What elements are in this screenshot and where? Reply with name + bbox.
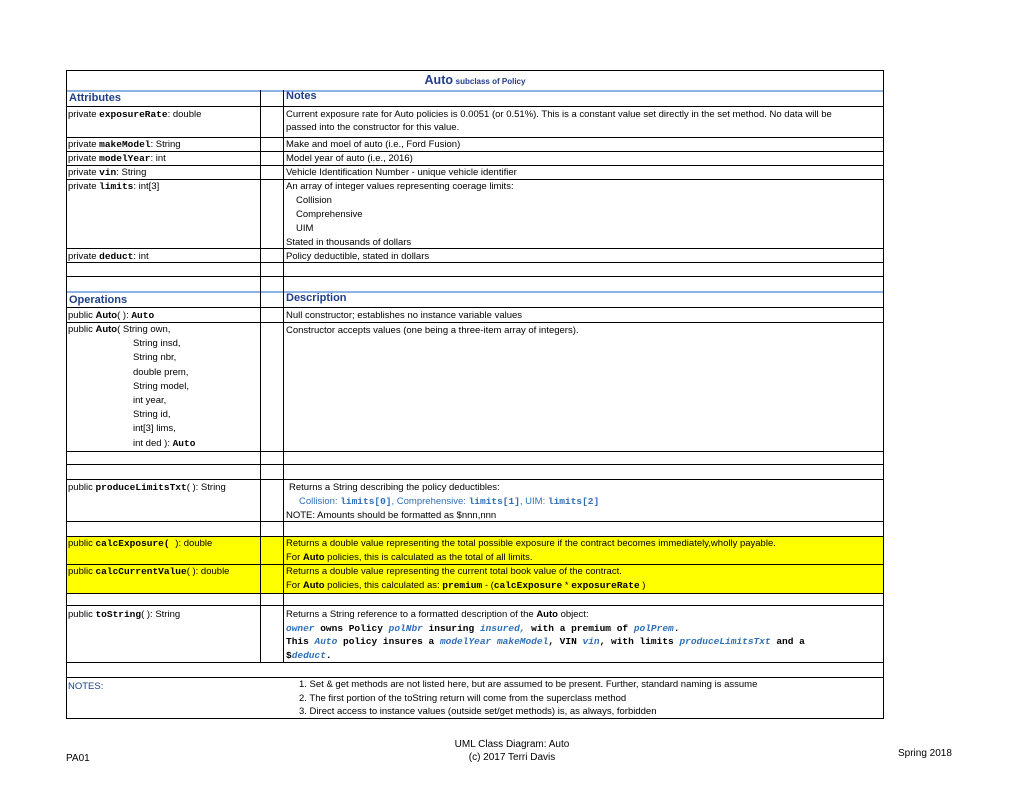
- attributes-header: Attributes: [69, 92, 121, 104]
- operation-full-constructor: public Auto( String own, String insd, String nbr, double prem, String model, int year, String id, int[3] lims, int ded ): Auto: [68, 324, 196, 449]
- attribute-vin: private vin: String: [68, 167, 147, 178]
- attribute-deduct: private deduct: int: [68, 251, 149, 262]
- desc-calc-exposure: Returns a double value representing the total possible exposure if the contract becomes immediately,wholly payable. For Auto policies, this is calculated as the total of all limits.: [286, 538, 776, 563]
- operation-null-constructor: public Auto( ): Auto: [68, 310, 155, 321]
- note-item: 1. Set & get methods are not listed here, but are assumed to be present. Further, standard naming is assume: [299, 679, 758, 690]
- desc-calc-current-value: Returns a double value representing the current total book value of the contract. For Auto policies, this calculated as: premium - (calcExposure * exposureRate ): [286, 566, 646, 591]
- class-name: Auto: [424, 73, 453, 87]
- notes-header: Notes: [286, 90, 317, 102]
- footer-copyright: (c) 2017 Terri Davis: [468, 752, 556, 763]
- operation-calc-current-value: public calcCurrentValue( ): double: [68, 566, 230, 577]
- note-vin: Vehicle Identification Number - unique vehicle identifier: [286, 167, 517, 178]
- footer-title: UML Class Diagram: Auto: [454, 739, 570, 750]
- note-deduct: Policy deductible, stated in dollars: [286, 251, 430, 262]
- attribute-exposure-rate: private exposureRate: double: [68, 109, 202, 120]
- operations-header: Operations: [69, 294, 128, 306]
- operation-produce-limits-txt: public produceLimitsTxt( ): String: [68, 482, 226, 493]
- note-make-model: Make and moel of auto (i.e., Ford Fusion): [286, 139, 461, 150]
- class-subtitle: subclass of Policy: [455, 77, 526, 86]
- desc-full-constructor: Constructor accepts values (one being a three-item array of integers).: [286, 325, 579, 336]
- desc-null-constructor: Null constructor; establishes no instance variable values: [286, 310, 523, 321]
- operation-to-string: public toString( ): String: [68, 609, 181, 620]
- operation-calc-exposure: public calcExposure( ): double: [68, 538, 213, 549]
- notes-label: NOTES:: [68, 681, 104, 692]
- note-item: 3. Direct access to instance values (outside set/get methods) is, as always, forbidden: [299, 706, 657, 717]
- footer-center: [0, 738, 1024, 764]
- desc-to-string: Returns a String reference to a formatted description of the Auto object: owner owns Policy polNbr insuring insured, with a premium of polPrem. This Auto policy insures a modelYear makeModel, VIN vin, with limits produceLimitsTxt and a $deduct.: [286, 609, 805, 661]
- note-item: 2. The first portion of the toString return will come from the superclass method: [299, 692, 627, 704]
- note-exposure-rate: Current exposure rate for Auto policies is 0.0051 (or 0.51%). This is a constant value set directly in the set method. No data will be passed into the constructor for this value.: [286, 109, 832, 133]
- attribute-limits: private limits: int[3]: [68, 181, 160, 192]
- notes-list: [299, 678, 757, 719]
- desc-produce-limits-txt: Returns a String describing the policy deductibles: Collision: limits[0], Comprehensive: limits[1], UIM: limits[2] NOTE: Amounts should be formatted as $nnn,nnn: [286, 482, 600, 521]
- footer-left: PA01: [66, 753, 90, 764]
- uml-sheet: [66, 70, 884, 719]
- note-limits: An array of integer values representing coerage limits: Collision Comprehensive UIM Stated in thousands of dollars: [286, 181, 514, 248]
- note-model-year: Model year of auto (i.e., 2016): [286, 153, 413, 164]
- attribute-make-model: private makeModel: String: [68, 139, 181, 150]
- attribute-model-year: private modelYear: int: [68, 153, 166, 164]
- class-title: [67, 73, 883, 87]
- description-header: Description: [286, 292, 347, 304]
- footer-right: Spring 2018: [898, 748, 952, 759]
